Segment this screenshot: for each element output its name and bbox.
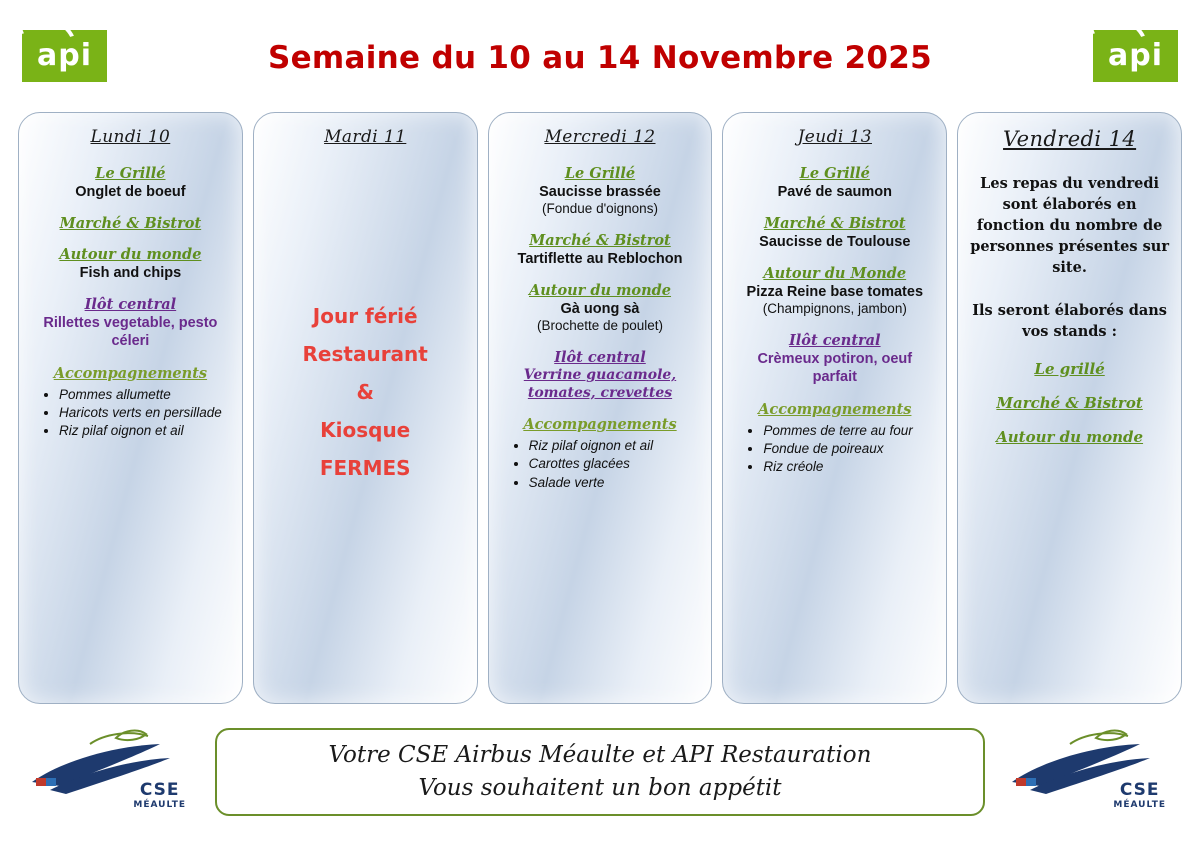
cse-logo-subtitle: MÉAULTE — [133, 800, 186, 810]
closed-line: Jour férié — [312, 304, 418, 328]
closed-line: Restaurant — [302, 342, 428, 366]
section-title: Autour du monde — [528, 282, 672, 300]
api-logo-text: api — [36, 38, 92, 73]
menu-section-autour-du-monde — [733, 265, 936, 318]
page-title: Semaine du 10 au 14 Novembre 2025 — [267, 40, 933, 76]
section-title: Autour du monde — [59, 246, 202, 264]
section-body: Pizza Reine base tomates — [746, 284, 924, 301]
section-title: Accompagnements — [523, 416, 677, 434]
menu-section-marche-bistrot — [733, 215, 936, 251]
section-title: Ilôt central — [84, 296, 177, 314]
footer-line-2: Vous souhaitent un bon appétit — [418, 775, 782, 801]
menu-section-accompagnements — [29, 365, 232, 440]
section-body: Pavé de saumon — [777, 184, 892, 200]
page-header — [0, 0, 1200, 100]
cse-logo-text — [1113, 782, 1166, 810]
day-title-jeudi: Jeudi 13 — [797, 127, 872, 147]
footer-message — [215, 728, 985, 816]
list-item: • Pommes de terre au four — [763, 422, 936, 439]
cse-logo-left — [20, 724, 200, 816]
section-title: Marché & Bistrot — [764, 215, 906, 233]
section-title: Le Grillé — [564, 165, 636, 182]
section-body: Verrine guacamole, tomates, crevettes — [523, 367, 677, 401]
cse-logo-subtitle: MÉAULTE — [1113, 800, 1166, 810]
day-title-lundi: Lundi 10 — [90, 127, 171, 147]
section-title: Accompagnements — [53, 364, 208, 382]
section-body: Rillettes vegetable, pesto céleri — [43, 315, 218, 350]
vendredi-stand-autour-du-monde: Autour du monde — [996, 428, 1144, 447]
api-logo-text: api — [1107, 38, 1163, 73]
closed-notice — [264, 297, 467, 487]
menu-section-le-grille — [733, 165, 936, 201]
accompagnements-list — [733, 422, 936, 476]
list-item: • Riz créole — [763, 458, 936, 475]
section-title: Ilôt central — [554, 349, 646, 367]
day-column-mercredi — [488, 112, 713, 704]
menu-section-ilot-central — [733, 332, 936, 386]
section-note: (Fondue d'oignons) — [542, 201, 658, 217]
day-column-lundi — [18, 112, 243, 704]
section-title: Accompagnements — [758, 400, 912, 418]
menu-section-autour-du-monde — [499, 282, 702, 335]
accompagnements-list — [499, 437, 702, 491]
day-title-mercredi: Mercredi 12 — [544, 127, 656, 147]
section-title: Marché & Bistrot — [59, 215, 202, 233]
closed-line: FERMES — [319, 456, 411, 480]
section-body: Crèmeux potiron, oeuf parfait — [757, 351, 913, 386]
cse-logo-text — [133, 782, 186, 810]
api-logo-right — [1093, 30, 1178, 82]
menu-section-accompagnements — [733, 401, 936, 476]
vendredi-subnote: Ils seront élaborés dans vos stands : — [972, 302, 1167, 341]
vendredi-stand-le-grille: Le grillé — [1034, 360, 1105, 379]
cse-logo-right — [1000, 724, 1180, 816]
section-body: Tartiflette au Reblochon — [517, 251, 683, 267]
day-column-vendredi — [957, 112, 1182, 704]
section-title: Autour du Monde — [763, 265, 907, 283]
section-title: Le Grillé — [95, 165, 166, 182]
section-body: Gà uong sà — [560, 301, 640, 318]
menu-section-autour-du-monde — [29, 246, 232, 282]
day-column-mardi — [253, 112, 478, 704]
day-column-jeudi — [722, 112, 947, 704]
day-title-vendredi: Vendredi 14 — [1003, 127, 1137, 151]
menu-section-accompagnements — [499, 416, 702, 491]
section-body: Onglet de boeuf — [75, 184, 186, 200]
cse-logo-title: CSE — [1119, 780, 1160, 800]
section-body: Saucisse de Toulouse — [759, 234, 911, 251]
list-item: • Haricots verts en persillade — [59, 404, 232, 421]
menu-section-marche-bistrot — [29, 215, 232, 232]
list-item: • Fondue de poireaux — [763, 440, 936, 457]
menu-section-ilot-central — [29, 296, 232, 350]
section-note: (Champignons, jambon) — [762, 301, 907, 317]
section-body: Fish and chips — [79, 265, 182, 282]
list-item: • Riz pilaf oignon et ail — [59, 422, 232, 439]
closed-line: & — [356, 380, 374, 404]
section-body: Saucisse brassée — [539, 184, 661, 200]
list-item: • Salade verte — [529, 474, 702, 491]
day-title-mardi: Mardi 11 — [324, 127, 407, 147]
section-title: Marché & Bistrot — [529, 232, 671, 249]
page-footer — [0, 720, 1200, 830]
menu-section-le-grille — [499, 165, 702, 218]
list-item: • Pommes allumette — [59, 386, 232, 403]
closed-line: Kiosque — [320, 418, 411, 442]
vendredi-note: Les repas du vendredi sont élaborés en fonction du nombre de personnes présentes sur site. — [970, 175, 1169, 277]
menu-section-ilot-central — [499, 349, 702, 402]
menu-section-le-grille — [29, 165, 232, 201]
footer-line-1: Votre CSE Airbus Méaulte et API Restauration — [328, 741, 872, 768]
menu-section-marche-bistrot — [499, 232, 702, 268]
cse-logo-title: CSE — [139, 780, 180, 800]
section-title: Le Grillé — [799, 165, 870, 182]
list-item: • Riz pilaf oignon et ail — [529, 437, 702, 454]
accompagnements-list — [29, 386, 232, 440]
week-board — [18, 112, 1182, 704]
section-note: (Brochette de poulet) — [536, 318, 664, 334]
vendredi-stand-marche-bistrot: Marché & Bistrot — [996, 394, 1143, 413]
list-item: • Carottes glacées — [529, 455, 702, 472]
section-title: Ilôt central — [789, 332, 881, 350]
